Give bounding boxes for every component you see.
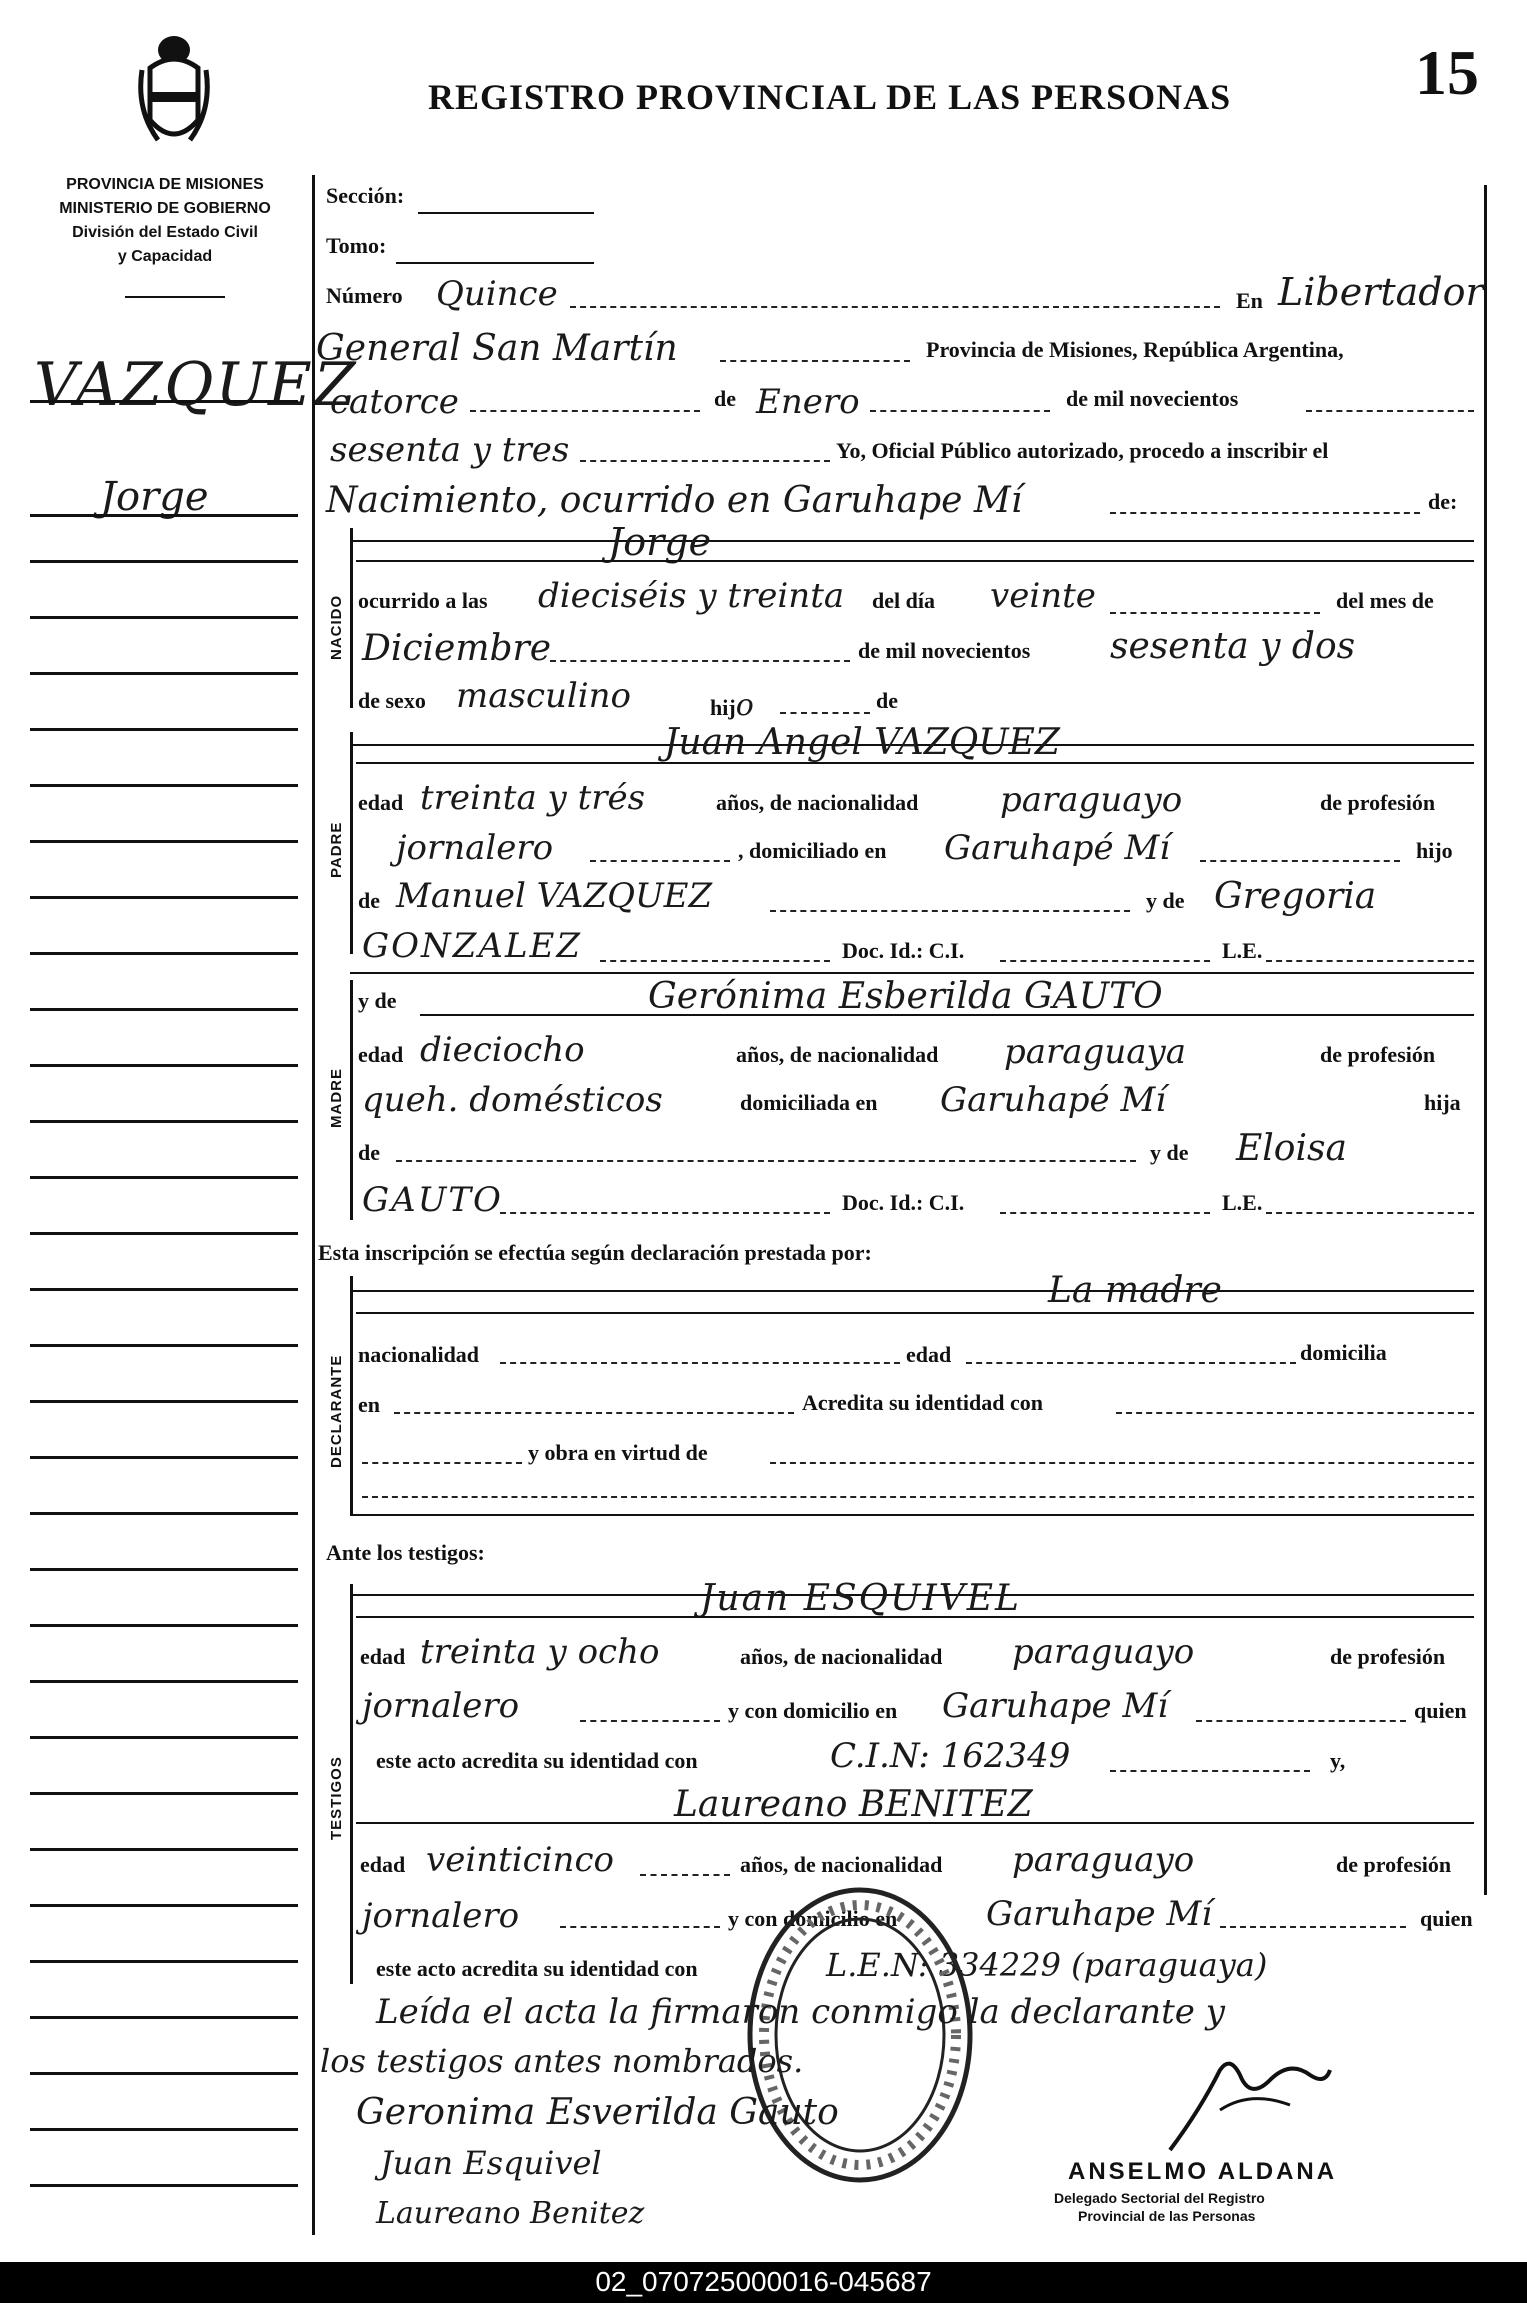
t1-acredita-label: este acto acredita su identidad con	[376, 1748, 698, 1773]
madre-domiciliada-label: domiciliada en	[740, 1090, 878, 1115]
main-left-border	[312, 175, 315, 2235]
margin-given-name: Jorge	[100, 474, 209, 520]
hijo-prefix: hij	[710, 695, 736, 720]
madre-nac-value: paraguaya	[1004, 1032, 1186, 1072]
abuela-m-value: Eloisa	[1236, 1128, 1347, 1169]
hijo-suffix: o	[735, 688, 754, 723]
t1-anios-label: años, de nacionalidad	[740, 1644, 943, 1669]
inscripcion-label: Esta inscripción se efectúa según declaración prestada por:	[318, 1240, 872, 1265]
official-title-line-1: Delegado Sectorial del Registro	[1054, 2190, 1265, 2206]
testigo2-value: Laureano BENITEZ	[674, 1784, 1033, 1825]
hecho-value: Nacimiento, ocurrido en Garuhape Mí	[326, 480, 1023, 521]
t1-doc-line	[1110, 1770, 1310, 1772]
declarante-extra-line	[362, 1496, 1474, 1498]
padre-nombre-line	[356, 762, 1474, 764]
coat-of-arms-emblem	[138, 30, 210, 150]
t1-y-label: y,	[1330, 1748, 1346, 1773]
office-line-3: División del Estado Civil	[72, 224, 258, 241]
declarante-obra-label: y obra en virtud de	[528, 1440, 708, 1465]
abuelo-p-line	[770, 910, 1130, 912]
t2-dom-value: Garuhape Mí	[986, 1894, 1213, 1934]
declarante-nac-line	[500, 1362, 900, 1364]
t1-quien-label: quien	[1414, 1698, 1467, 1723]
seccion-line	[418, 212, 594, 214]
t2-acredita-label: este acto acredita su identidad con	[376, 1956, 698, 1981]
official-stamp	[740, 1880, 980, 2190]
tomo-label: Tomo:	[326, 233, 387, 258]
t1-profesion-label: de profesión	[1330, 1644, 1446, 1669]
nombre-value: Jorge	[608, 520, 712, 564]
de-mil2-label: de mil novecientos	[858, 638, 1031, 663]
abuela-m-apellido-value: GAUTO	[362, 1180, 503, 1220]
declarante-domicilia-label: domicilia	[1300, 1340, 1387, 1365]
anio-line	[580, 460, 830, 462]
declarante-en-line	[394, 1412, 794, 1414]
abuelo-m-line	[396, 1160, 1136, 1162]
declarante-edad-line	[966, 1362, 1296, 1364]
t2-domicilio-label: y con domicilio en	[728, 1906, 898, 1931]
padre-nombre-value: Juan Angel VAZQUEZ	[664, 722, 1060, 763]
declarante-bracket	[350, 1276, 353, 1516]
footer-code: 02_070725000016-045687	[595, 2266, 932, 2297]
madre-y-de-label: y de	[358, 988, 397, 1013]
declarante-acredita-line	[1116, 1412, 1474, 1414]
declarante-nac-label: nacionalidad	[358, 1342, 480, 1367]
declarante-bottom-line	[350, 1514, 1474, 1516]
testigos-side-label: TESTIGOS	[328, 1756, 345, 1840]
t2-profesion-label: de profesión	[1336, 1852, 1452, 1877]
t2-edad-label: edad	[360, 1852, 406, 1877]
madre-doc-line	[1000, 1212, 1210, 1214]
madre-prof-value: queh. domésticos	[362, 1080, 663, 1120]
t2-anios-label: años, de nacionalidad	[740, 1852, 943, 1877]
hijo-label	[710, 688, 754, 723]
nacido-bracket	[350, 528, 353, 708]
declarante-value: La madre	[1048, 1270, 1222, 1311]
abuelo-p-de-label: de	[358, 888, 380, 913]
padre-edad-label: edad	[358, 790, 404, 815]
t1-edad-label: edad	[360, 1644, 406, 1669]
madre-nombre-value: Gerónima Esberilda GAUTO	[648, 976, 1163, 1017]
page-number: 15	[1415, 37, 1479, 108]
t1-dom-value: Garuhape Mí	[942, 1686, 1169, 1726]
madre-hija-label: hija	[1424, 1090, 1461, 1115]
madre-doc-label: Doc. Id.: C.I.	[842, 1190, 965, 1215]
padre-le-label: L.E.	[1222, 938, 1263, 963]
numero-line	[570, 306, 1220, 308]
abuela-m-y-de-label: y de	[1150, 1140, 1189, 1165]
padre-doc-line	[1000, 960, 1210, 962]
madre-side-label: MADRE	[328, 1068, 345, 1128]
abuela-m-ap-line	[500, 1212, 830, 1214]
seccion-label: Sección:	[326, 183, 405, 208]
t1-doc-value: C.I.N: 162349	[830, 1736, 1071, 1776]
t1-nac-value: paraguayo	[1012, 1632, 1195, 1672]
dia-line	[470, 410, 700, 412]
padre-doc-label: Doc. Id.: C.I.	[842, 938, 965, 963]
declarante-side-label: DECLARANTE	[328, 1354, 345, 1468]
t2-prof-line	[560, 1926, 720, 1928]
abuela-p-apellido-value: GONZALEZ	[362, 926, 582, 966]
t1-dom-line	[1196, 1720, 1406, 1722]
sexo-label: de sexo	[358, 688, 426, 713]
office-line-2: MINISTERIO DE GOBIERNO	[59, 200, 271, 217]
dia-nac-line	[1110, 612, 1320, 614]
abuelo-m-de-label: de	[358, 1140, 380, 1165]
hijo-line	[780, 712, 870, 714]
madre-le-label: L.E.	[1222, 1190, 1263, 1215]
official-name: ANSELMO ALDANA	[1068, 2158, 1338, 2185]
t1-domicilio-label: y con domicilio en	[728, 1698, 898, 1723]
mes-nac-value: Diciembre	[362, 628, 552, 669]
declarante-line	[356, 1312, 1474, 1314]
padre-hijo-label: hijo	[1416, 838, 1453, 863]
lugar-value: General San Martín	[316, 328, 678, 369]
margin-surname: VAZQUEZ	[34, 350, 358, 420]
padre-bracket	[350, 732, 353, 954]
firma-testigo-1: Juan Esquivel	[380, 2144, 602, 2182]
hijo-de-label: de	[876, 688, 898, 713]
madre-edad-label: edad	[358, 1042, 404, 1067]
ocurrido-label: ocurrido a las	[358, 588, 488, 613]
office-line-1: PROVINCIA DE MISIONES	[66, 176, 264, 193]
nota-linea-1: Leída el acta la firmaron conmigo la declarante y	[376, 1992, 1225, 2032]
numero-label: Número	[326, 283, 403, 308]
declarante-en-label: en	[358, 1392, 380, 1417]
de-mil-label: de mil novecientos	[1066, 386, 1239, 411]
nombre-line	[356, 560, 1474, 562]
declarante-top-line	[350, 1290, 1474, 1292]
padre-le-line	[1266, 960, 1474, 962]
hecho-line	[1110, 512, 1420, 514]
yo-label: Yo, Oficial Público autorizado, procedo a inscribir el	[836, 438, 1329, 463]
firma-declarante: Geronima Esverilda Gauto	[356, 2092, 839, 2133]
abuela-p-y-de-label: y de	[1146, 888, 1185, 913]
de-colon-label: de:	[1428, 489, 1458, 514]
de-label: de	[714, 386, 736, 411]
mes-value: Enero	[756, 382, 860, 422]
testigo1-value: Juan ESQUIVEL	[700, 1578, 1021, 1619]
t1-edad-value: treinta y ocho	[420, 1632, 660, 1672]
hora-value: dieciséis y treinta	[538, 576, 845, 616]
document-title: REGISTRO PROVINCIAL DE LAS PERSONAS	[428, 77, 1232, 117]
nacido-top-line	[350, 540, 1474, 542]
main-right-border	[1484, 185, 1487, 1895]
t2-doc-value: L.E.N: 334229 (paraguaya)	[826, 1946, 1268, 1984]
padre-side-label: PADRE	[328, 821, 345, 878]
t2-prof-value: jornalero	[362, 1896, 520, 1936]
padre-nac-value: paraguayo	[1000, 780, 1183, 820]
numero-value: Quince	[436, 274, 558, 314]
declarante-obra-line-b	[770, 1462, 1474, 1464]
dia-nac-value: veinte	[990, 576, 1096, 616]
testigo1-line	[356, 1616, 1474, 1618]
t2-dom-line	[1220, 1926, 1406, 1928]
madre-profesion-label: de profesión	[1320, 1042, 1436, 1067]
abuela-p-value: Gregoria	[1214, 876, 1377, 917]
official-title-line-2: Provincial de las Personas	[1078, 2208, 1256, 2224]
t2-quien-label: quien	[1420, 1906, 1473, 1931]
del-dia-label: del día	[872, 588, 935, 613]
firma-testigo-2: Laureano Benitez	[376, 2196, 645, 2231]
mes-nac-line	[550, 660, 850, 662]
t2-edad-line	[640, 1874, 730, 1876]
padre-dom-value: Garuhapé Mí	[944, 828, 1171, 868]
anio-value: sesenta y tres	[330, 430, 570, 470]
tomo-line	[396, 262, 594, 264]
sexo-value: masculino	[456, 676, 632, 716]
madre-anios-label: años, de nacionalidad	[736, 1042, 939, 1067]
abuela-p-ap-line	[600, 960, 830, 962]
madre-bracket	[350, 980, 353, 1220]
madre-le-line	[1266, 1212, 1474, 1214]
en-label: En	[1236, 288, 1263, 313]
provincia-label: Provincia de Misiones, República Argentina,	[926, 337, 1344, 362]
issuing-office	[30, 173, 300, 269]
lugar-line	[720, 360, 910, 362]
en-value: Libertador	[1278, 270, 1484, 314]
official-signature	[1160, 2050, 1340, 2160]
office-underline	[125, 296, 225, 298]
nacido-side-label: NACIDO	[328, 594, 345, 660]
padre-edad-value: treinta y trés	[420, 778, 646, 818]
dia-value: catorce	[330, 382, 459, 422]
t1-prof-line	[580, 1720, 720, 1722]
padre-dom-line	[1200, 860, 1400, 862]
nota-linea-2: los testigos antes nombrados.	[320, 2042, 804, 2080]
testigos-bracket	[350, 1584, 353, 1984]
mes-line	[870, 410, 1050, 412]
t2-nac-value: paraguayo	[1012, 1840, 1195, 1880]
abuelo-p-value: Manuel VAZQUEZ	[396, 876, 713, 916]
de-mil-line	[1306, 410, 1474, 412]
declarante-obra-line-a	[362, 1462, 522, 1464]
office-line-4: y Capacidad	[117, 248, 213, 265]
padre-prof-line	[590, 860, 730, 862]
madre-top-line	[350, 972, 1474, 974]
padre-profesion-label: de profesión	[1320, 790, 1436, 815]
anio-nac-value: sesenta y dos	[1110, 626, 1356, 667]
declarante-acredita-label: Acredita su identidad con	[802, 1390, 1044, 1415]
t2-edad-value: veinticinco	[426, 1840, 614, 1880]
padre-prof-value: jornalero	[396, 828, 554, 868]
madre-dom-value: Garuhapé Mí	[940, 1080, 1167, 1120]
madre-nombre-line	[420, 1014, 1474, 1016]
testigo2-line	[356, 1822, 1474, 1824]
t1-prof-value: jornalero	[362, 1686, 520, 1726]
testigos-label: Ante los testigos:	[326, 1540, 485, 1565]
padre-anios-label: años, de nacionalidad	[716, 790, 919, 815]
padre-domiciliado-label: , domiciliado en	[738, 838, 887, 863]
declarante-edad-label: edad	[906, 1342, 952, 1367]
del-mes-label: del mes de	[1336, 588, 1434, 613]
madre-edad-value: dieciocho	[420, 1030, 585, 1070]
